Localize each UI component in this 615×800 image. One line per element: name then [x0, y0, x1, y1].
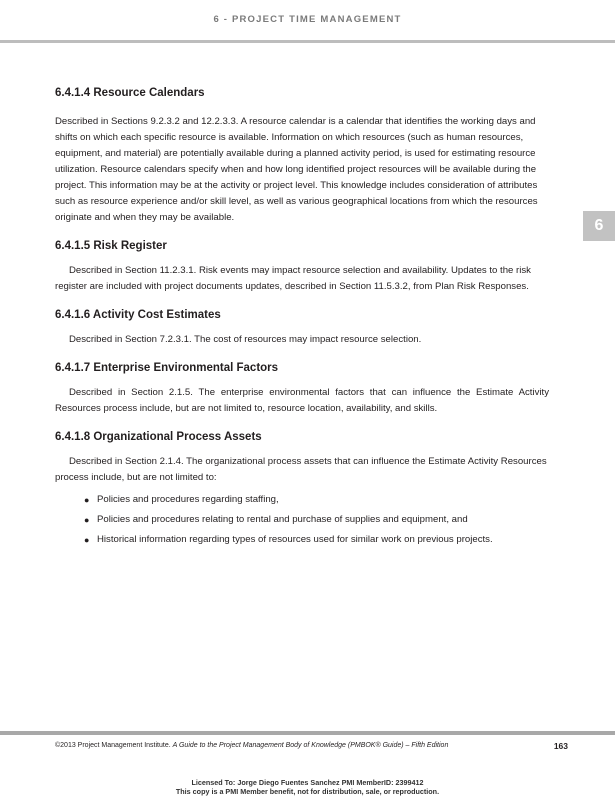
list-item-text: Policies and procedures regarding staffing,	[97, 494, 279, 505]
license-line: Licensed To: Jorge Diego Fuentes Sanchez PMI MemberID: 2399412	[191, 778, 424, 787]
license-line: This copy is a PMI Member benefit, not for distribution, sale, or reproduction.	[175, 787, 440, 796]
section-heading: 6.4.1.4 Resource Calendars	[55, 87, 205, 99]
section-risk-register	[55, 239, 549, 295]
section-body: Described in Section 7.2.3.1. The cost of resources may impact resource selection.	[69, 334, 422, 345]
bullet-icon: ●	[84, 535, 90, 545]
list-item-text: Historical information regarding types of resources used for similar work on previous projects.	[97, 534, 493, 545]
list-item-text: Policies and procedures relating to rental and purchase of supplies and equipment, and	[97, 514, 468, 525]
bullet-list	[55, 490, 549, 550]
section-heading: 6.4.1.8 Organizational Process Assets	[55, 431, 262, 443]
page-number: 163	[553, 741, 568, 751]
footer-copyright	[55, 742, 448, 749]
book-title: A Guide to the Project Management Body of Knowledge (PMBOK® Guide) – Fifth Edition	[172, 742, 449, 749]
section-body: Described in Sections 9.2.3.2 and 12.2.3.3. A resource calendar is a calendar that identifies the working days and shifts on which each specific resource is available. Information on which resources (such as human resources, equipment, and material) are potentially available during a planned activity period, is used for estimating resource utilization. Resource calendars specify when and how long identified project resources will be available during the project. This information may be at the activity or project level. This knowledge includes consideration of attributes such as resource experience and/or skill level, as well as various geographical locations from which the resources originate and when they may be available.	[55, 116, 538, 223]
running-head: 6 - PROJECT TIME MANAGEMENT	[0, 0, 615, 40]
section-resource-calendars	[55, 86, 549, 226]
section-body: Described in Section 2.1.4. The organizational process assets that can influence the Estimate Activity Resources process include, but are not limited to:	[55, 456, 547, 483]
section-heading: 6.4.1.5 Risk Register	[55, 240, 167, 252]
section-heading: 6.4.1.7 Enterprise Environmental Factors	[55, 362, 279, 374]
section-activity-cost-estimates	[55, 308, 549, 348]
section-organizational-process-assets	[55, 430, 549, 550]
bullet-icon: ●	[84, 495, 90, 505]
section-body: Described in Section 11.2.3.1. Risk events may impact resource selection and availability. Updates to the risk register are included with project documents updates, described in Section 11.5.3.2, from Plan Risk Responses.	[55, 265, 531, 292]
section-heading: 6.4.1.6 Activity Cost Estimates	[55, 309, 221, 321]
chapter-tab: 6	[583, 211, 615, 241]
section-enterprise-environmental-factors	[55, 361, 549, 417]
list-item	[55, 510, 549, 530]
page-content	[55, 86, 549, 550]
footer-rule	[0, 731, 615, 735]
list-item	[55, 530, 549, 550]
section-body: Described in Section 2.1.5. The enterprise environmental factors that can influence the Estimate Activity Resources process include, but are not limited to, resource location, availability, and skills.	[55, 387, 549, 414]
bullet-icon: ●	[84, 515, 90, 525]
list-item	[55, 490, 549, 510]
license-notice	[0, 778, 615, 796]
copyright-text: ©2013 Project Management Institute.	[55, 742, 173, 749]
